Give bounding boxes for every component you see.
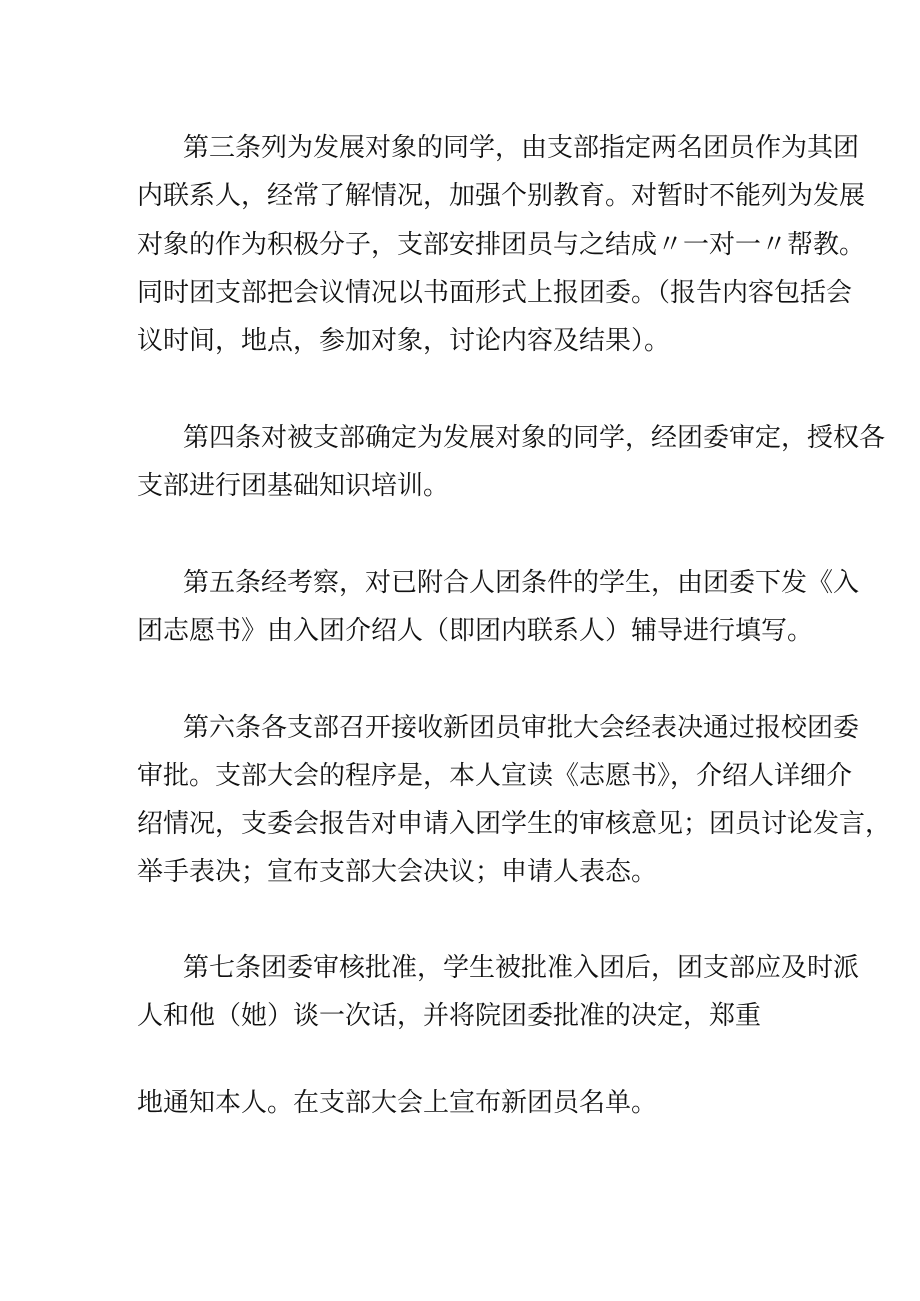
- paragraph-5-line-3: 地通知本人。在支部大会上宣布新团员名单。: [137, 1088, 658, 1118]
- paragraph-4-line-1: 第六条各支部召开接收新团员审批大会经表决通过报校团委: [183, 713, 860, 743]
- paragraph-5-line-1: 第七条团委审核批准，学生被批准入团后，团支部应及时派: [183, 953, 860, 983]
- paragraph-3-line-2: 团志愿书》由入团介绍人（即团内联系人）辅导进行填写。: [137, 616, 814, 646]
- paragraph-2-line-2: 支部进行团基础知识培训。: [137, 471, 450, 501]
- paragraph-1-line-2: 内联系人，经常了解情况，加强个别教育。对暂时不能列为发展: [137, 181, 866, 211]
- paragraph-5-line-2: 人和他（她）谈一次话，并将院团委批准的决定，郑重: [137, 1001, 762, 1031]
- paragraph-1-line-5: 议时间，地点，参加对象，讨论内容及结果）。: [137, 326, 671, 356]
- paragraph-3-line-1: 第五条经考察，对已附合人团条件的学生，由团委下发《入: [183, 568, 860, 598]
- paragraph-1-line-3: 对象的作为积极分子，支部安排团员与之结成〃一对一〃帮教。: [137, 230, 866, 260]
- paragraph-4-line-2: 审批。支部大会的程序是，本人宣读《志愿书》，介绍人详细介: [137, 761, 853, 791]
- paragraph-2-line-1: 第四条对被支部确定为发展对象的同学，经团委审定，授权各: [183, 423, 886, 453]
- paragraph-1-line-4: 同时团支部把会议情况以书面形式上报团委。（报告内容包括会: [137, 278, 853, 308]
- paragraph-1-line-1: 第三条列为发展对象的同学，由支部指定两名团员作为其团: [183, 133, 860, 163]
- paragraph-4-line-3: 绍情况，支委会报告对申请入团学生的审核意见；团员讨论发言，: [137, 809, 892, 839]
- paragraph-4-line-4: 举手表决；宣布支部大会决议；申请人表态。: [137, 857, 658, 887]
